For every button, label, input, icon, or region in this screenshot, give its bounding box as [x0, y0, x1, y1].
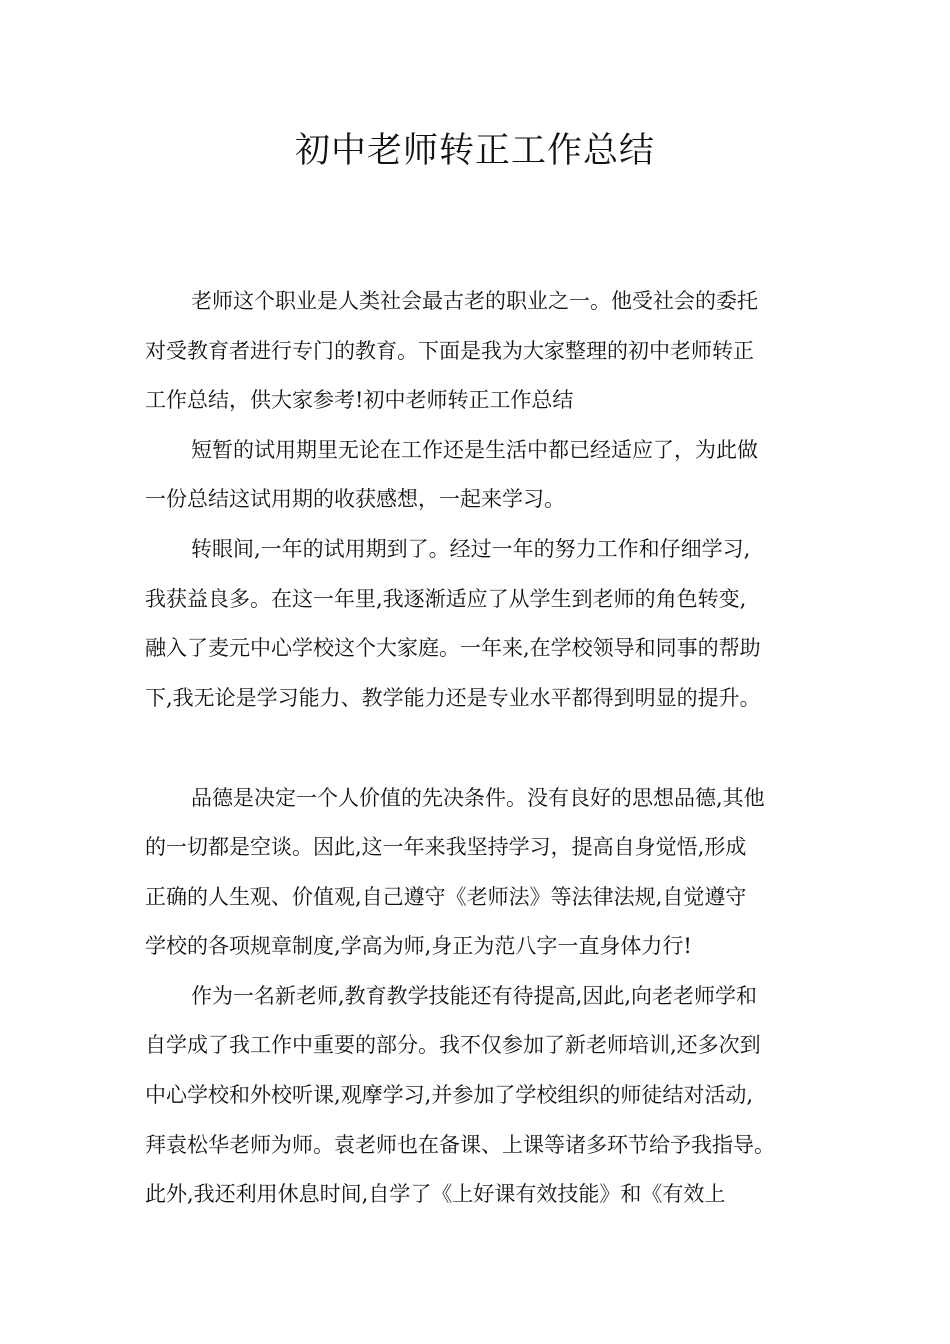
document-title: 初中老师转正工作总结 [294, 131, 655, 171]
text-line: 下,我无论是学习能力、教学能力还是专业水平都得到明显的提升。 [145, 686, 761, 710]
text-line: 一份总结这试用期的收获感想，一起来学习。 [145, 487, 565, 511]
text-line: 品德是决定一个人价值的先决条件。没有良好的思想品德,其他 [191, 786, 765, 810]
text-line: 拜袁松华老师为师。袁老师也在备课、上课等诸多环节给予我指导。 [145, 1133, 775, 1157]
text-line: 中心学校和外校听课,观摩学习,并参加了学校组织的师徒结对活动, [145, 1083, 754, 1107]
text-line: 学校的各项规章制度,学高为师,身正为范八字一直身体力行! [145, 934, 692, 958]
text-line: 正确的人生观、价值观,自己遵守《老师法》等法律法规,自觉遵守 [145, 885, 747, 909]
text-line: 短暂的试用期里无论在工作还是生活中都已经适应了，为此做 [191, 438, 758, 462]
text-line: 老师这个职业是人类社会最古老的职业之一。他受社会的委托 [191, 289, 758, 313]
text-line: 对受教育者进行专门的教育。下面是我为大家整理的初中老师转正 [145, 339, 754, 363]
text-line: 融入了麦元中心学校这个大家庭。一年来,在学校领导和同事的帮助 [145, 636, 761, 660]
text-line: 转眼间,一年的试用期到了。经过一年的努力工作和仔细学习, [191, 537, 751, 561]
text-line: 作为一名新老师,教育教学技能还有待提高,因此,向老老师学和 [191, 984, 758, 1008]
text-line: 的一切都是空谈。因此,这一年来我坚持学习，提高自身觉悟,形成 [145, 835, 747, 859]
text-line: 工作总结，供大家参考!初中老师转正工作总结 [145, 388, 574, 412]
text-line: 此外,我还利用休息时间,自学了《上好课有效技能》和《有效上 [145, 1182, 726, 1206]
text-line: 自学成了我工作中重要的部分。我不仅参加了新老师培训,还多次到 [145, 1033, 761, 1057]
text-line: 我获益良多。在这一年里,我逐渐适应了从学生到老师的角色转变, [145, 587, 747, 611]
